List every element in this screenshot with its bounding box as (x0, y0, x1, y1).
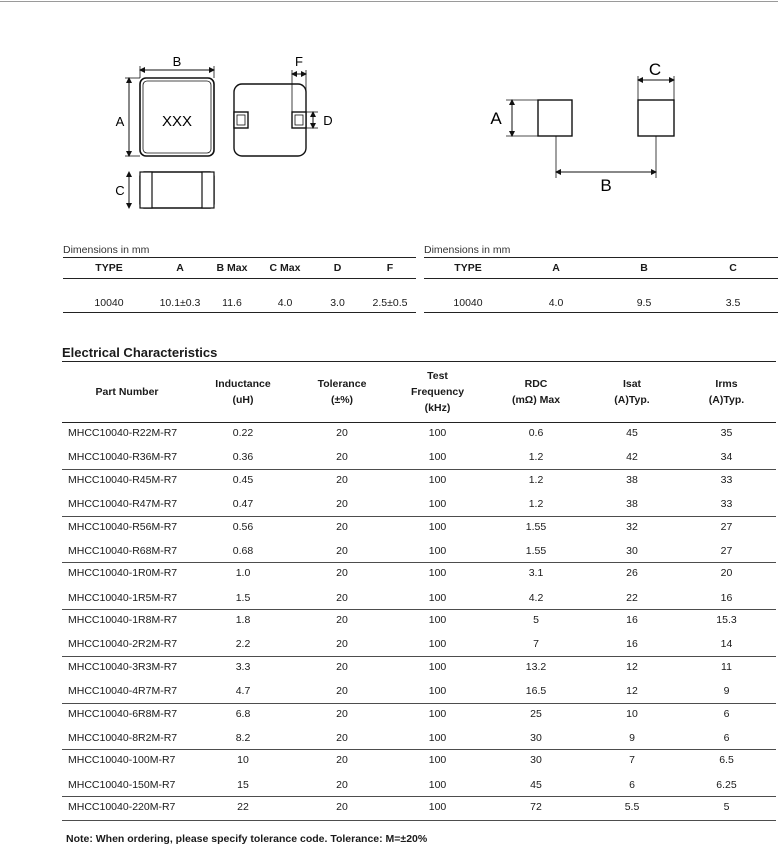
cell-part-number: MHCC10040-R56M-R7 (68, 520, 178, 533)
cell-isat: 38 (626, 498, 638, 511)
cell-tolerance: 20 (336, 614, 348, 627)
header-line: (±%) (330, 394, 354, 406)
cell-tolerance: 20 (336, 473, 348, 486)
col-d: D (333, 262, 342, 274)
cell-inductance: 4.7 (235, 685, 251, 698)
label-a-front: A (115, 114, 125, 129)
cell-b: 9.5 (600, 278, 688, 312)
cell-part-number: MHCC10040-150M-R7 (68, 778, 176, 791)
cell-irms: 20 (720, 567, 733, 580)
table-row (62, 539, 776, 562)
cell-irms: 16 (720, 591, 733, 604)
col-type: TYPE (454, 262, 482, 274)
cell-test-frequency: 100 (428, 614, 447, 627)
cell-rdc: 25 (530, 707, 542, 720)
cell-tolerance: 20 (336, 544, 348, 557)
cell-tolerance: 20 (336, 427, 348, 439)
cell-part-number: MHCC10040-2R2M-R7 (68, 638, 178, 651)
dimensions-caption: Dimensions in mm (424, 244, 511, 256)
cell-isat: 38 (626, 473, 638, 486)
cell-part-number: MHCC10040-6R8M-R7 (68, 707, 178, 720)
cell-test-frequency: 100 (428, 660, 447, 673)
header-line: Tolerance (317, 378, 367, 390)
table-row (62, 797, 776, 820)
cell-irms: 34 (720, 451, 733, 464)
cell-irms: 15.3 (716, 614, 737, 627)
col-b-max: B Max (216, 262, 248, 274)
cell-part-number: MHCC10040-R36M-R7 (68, 451, 178, 464)
cell-rdc: 1.2 (528, 451, 544, 464)
header-line: Part Number (95, 386, 159, 398)
cell-test-frequency: 100 (428, 591, 447, 604)
cell-inductance: 10 (237, 754, 249, 767)
cell-tolerance: 20 (336, 498, 348, 511)
label-d: D (323, 113, 333, 128)
cell-isat: 16 (626, 614, 638, 627)
cell-tolerance: 20 (336, 801, 348, 814)
cell-isat: 9 (629, 732, 635, 745)
table-header-row (62, 362, 776, 423)
table-row (62, 469, 776, 492)
marking-text: XXX (161, 113, 193, 130)
header-line: Frequency (410, 386, 465, 398)
cell-rdc: 13.2 (525, 660, 547, 673)
col-a: A (176, 262, 184, 274)
header-line: (A)Typ. (614, 394, 650, 406)
dimensions-caption: Dimensions in mm (63, 244, 150, 256)
table-row (62, 703, 776, 726)
cell-b-max: 11.6 (205, 278, 259, 312)
cell-part-number: MHCC10040-3R3M-R7 (68, 660, 178, 673)
cell-irms: 27 (720, 520, 733, 533)
cell-rdc: 30 (530, 732, 542, 745)
table-row (62, 493, 776, 516)
cell-test-frequency: 100 (428, 754, 447, 767)
cell-part-number: MHCC10040-1R0M-R7 (68, 567, 178, 580)
cell-isat: 42 (626, 451, 638, 464)
cell-c-max: 4.0 (259, 278, 311, 312)
cell-isat: 45 (626, 427, 638, 439)
cell-test-frequency: 100 (428, 427, 447, 439)
cell-tolerance: 20 (336, 754, 348, 767)
cell-rdc: 3.1 (528, 567, 544, 580)
cell-inductance: 0.68 (232, 544, 254, 557)
cell-rdc: 45 (530, 778, 542, 791)
header-tolerance (294, 362, 390, 423)
cell-tolerance: 20 (336, 685, 348, 698)
cell-isat: 12 (626, 685, 638, 698)
table-row (62, 586, 776, 609)
cell-test-frequency: 100 (428, 685, 447, 698)
header-line: (uH) (232, 394, 254, 406)
cell-rdc: 1.55 (525, 544, 547, 557)
cell-irms: 11 (721, 660, 732, 673)
cell-rdc: 1.55 (525, 520, 547, 533)
header-line: Irms (715, 378, 738, 390)
cell-test-frequency: 100 (428, 520, 447, 533)
cell-part-number: MHCC10040-R68M-R7 (68, 544, 178, 557)
cell-irms: 6 (723, 707, 730, 720)
cell-test-frequency: 100 (428, 638, 447, 651)
cell-tolerance: 20 (336, 707, 348, 720)
cell-inductance: 0.22 (232, 427, 254, 439)
cell-tolerance: 20 (336, 591, 348, 604)
cell-part-number: MHCC10040-8R2M-R7 (68, 732, 178, 745)
cell-irms: 6 (723, 732, 730, 745)
cell-f: 2.5±0.5 (364, 278, 416, 312)
table-row (62, 773, 776, 796)
cell-isat: 22 (626, 591, 638, 604)
cell-inductance: 2.2 (235, 638, 251, 651)
table-row (62, 446, 776, 469)
header-part-number (62, 362, 192, 423)
cell-test-frequency: 100 (428, 544, 447, 557)
cell-irms: 5 (723, 801, 730, 814)
cell-test-frequency: 100 (428, 778, 447, 791)
header-isat (587, 362, 677, 423)
cell-test-frequency: 100 (428, 801, 447, 814)
cell-irms: 33 (720, 498, 733, 511)
col-f: F (386, 262, 394, 274)
cell-tolerance: 20 (336, 778, 348, 791)
cell-part-number: MHCC10040-R45M-R7 (68, 473, 178, 486)
table-row (62, 610, 776, 633)
cell-inductance: 22 (237, 801, 249, 814)
cell-tolerance: 20 (336, 520, 348, 533)
header-line: (mΩ) Max (511, 394, 561, 406)
electrical-title: Electrical Characteristics (62, 345, 218, 360)
table-row (62, 563, 776, 586)
cell-part-number: MHCC10040-R22M-R7 (68, 427, 178, 439)
col-c: C (729, 262, 737, 274)
cell-tolerance: 20 (336, 638, 348, 651)
cell-inductance: 6.8 (235, 707, 251, 720)
cell-isat: 12 (626, 660, 638, 673)
cell-inductance: 0.36 (232, 451, 254, 464)
header-line: Isat (622, 378, 642, 390)
cell-test-frequency: 100 (428, 473, 447, 486)
cell-part-number: MHCC10040-100M-R7 (68, 754, 176, 767)
header-rdc (485, 362, 587, 423)
cell-irms: 6.25 (716, 778, 737, 791)
label-b-land: B (600, 176, 612, 195)
cell-part-number: MHCC10040-4R7M-R7 (68, 685, 178, 698)
cell-tolerance: 20 (336, 451, 348, 464)
col-a: A (552, 262, 560, 274)
header-line: (A)Typ. (708, 394, 745, 406)
cell-isat: 30 (626, 544, 638, 557)
dimensions-table-left (63, 243, 416, 313)
cell-type: 10040 (63, 278, 155, 312)
table-row (62, 423, 776, 446)
cell-rdc: 4.2 (528, 591, 544, 604)
table-row (62, 633, 776, 656)
cell-part-number: MHCC10040-R47M-R7 (68, 498, 178, 511)
cell-inductance: 1.0 (235, 567, 251, 580)
cell-inductance: 8.2 (235, 732, 251, 745)
cell-isat: 16 (626, 638, 638, 651)
cell-type: 10040 (424, 278, 512, 312)
col-type: TYPE (95, 262, 123, 274)
header-line: (kHz) (424, 402, 451, 414)
dimensions-table-right (424, 243, 778, 313)
cell-part-number: MHCC10040-1R5M-R7 (68, 591, 178, 604)
land-pad-left (538, 100, 572, 136)
cell-isat: 5.5 (624, 801, 640, 814)
cell-rdc: 7 (533, 638, 539, 651)
label-f: F (295, 54, 303, 69)
cell-rdc: 5 (533, 614, 539, 627)
electrical-table (62, 361, 776, 821)
cell-isat: 10 (626, 707, 638, 720)
cell-test-frequency: 100 (428, 451, 447, 464)
ordering-note: Note: When ordering, please specify tolerance code. Tolerance: M=±20% (66, 833, 428, 845)
cell-test-frequency: 100 (428, 567, 447, 580)
cell-isat: 32 (626, 520, 638, 533)
col-b: B (640, 262, 648, 274)
header-inductance (192, 362, 294, 423)
cell-isat: 26 (626, 567, 638, 580)
cell-inductance: 15 (237, 778, 249, 791)
cell-inductance: 0.45 (232, 473, 254, 486)
cell-irms: 9 (723, 685, 730, 698)
header-irms (677, 362, 776, 423)
land-pattern-drawing (0, 0, 778, 220)
cell-isat: 6 (629, 778, 635, 791)
cell-tolerance: 20 (336, 660, 348, 673)
table-row (62, 656, 776, 679)
cell-rdc: 1.2 (528, 498, 544, 511)
label-b-front: B (172, 54, 182, 69)
cell-rdc: 0.6 (528, 427, 544, 439)
label-c-bottom: C (115, 183, 125, 198)
cell-inductance: 1.5 (235, 591, 251, 604)
cell-part-number: MHCC10040-1R8M-R7 (68, 614, 178, 627)
cell-a: 4.0 (512, 278, 600, 312)
cell-part-number: MHCC10040-220M-R7 (68, 801, 176, 814)
cell-isat: 7 (629, 754, 635, 767)
cell-d: 3.0 (311, 278, 364, 312)
cell-test-frequency: 100 (428, 732, 447, 745)
cell-irms: 27 (720, 544, 733, 557)
cell-c: 3.5 (688, 278, 778, 312)
header-line: Test (427, 370, 448, 382)
cell-tolerance: 20 (336, 567, 348, 580)
land-pad-right (638, 100, 674, 136)
cell-irms: 6.5 (719, 754, 734, 767)
cell-rdc: 30 (530, 754, 542, 767)
header-test-frequency (390, 362, 485, 423)
table-row (62, 727, 776, 750)
cell-rdc: 72 (530, 801, 542, 814)
cell-inductance: 0.56 (232, 520, 254, 533)
table-row (62, 680, 776, 703)
cell-inductance: 1.8 (235, 614, 251, 627)
cell-test-frequency: 100 (428, 707, 447, 720)
cell-rdc: 16.5 (525, 685, 547, 698)
label-c-land: C (648, 60, 662, 79)
cell-irms: 14 (720, 638, 733, 651)
cell-rdc: 1.2 (528, 473, 544, 486)
header-line: RDC (524, 378, 548, 390)
col-c-max: C Max (269, 262, 301, 274)
cell-tolerance: 20 (336, 732, 348, 745)
label-a-land: A (490, 109, 502, 128)
table-body (62, 423, 776, 821)
table-row (62, 516, 776, 539)
header-line: Inductance (215, 378, 271, 390)
cell-irms: 33 (720, 473, 733, 486)
table-row (62, 750, 776, 773)
cell-inductance: 3.3 (235, 660, 251, 673)
cell-inductance: 0.47 (232, 498, 254, 511)
cell-a: 10.1±0.3 (155, 278, 205, 312)
cell-test-frequency: 100 (428, 498, 447, 511)
cell-irms: 35 (720, 427, 733, 439)
